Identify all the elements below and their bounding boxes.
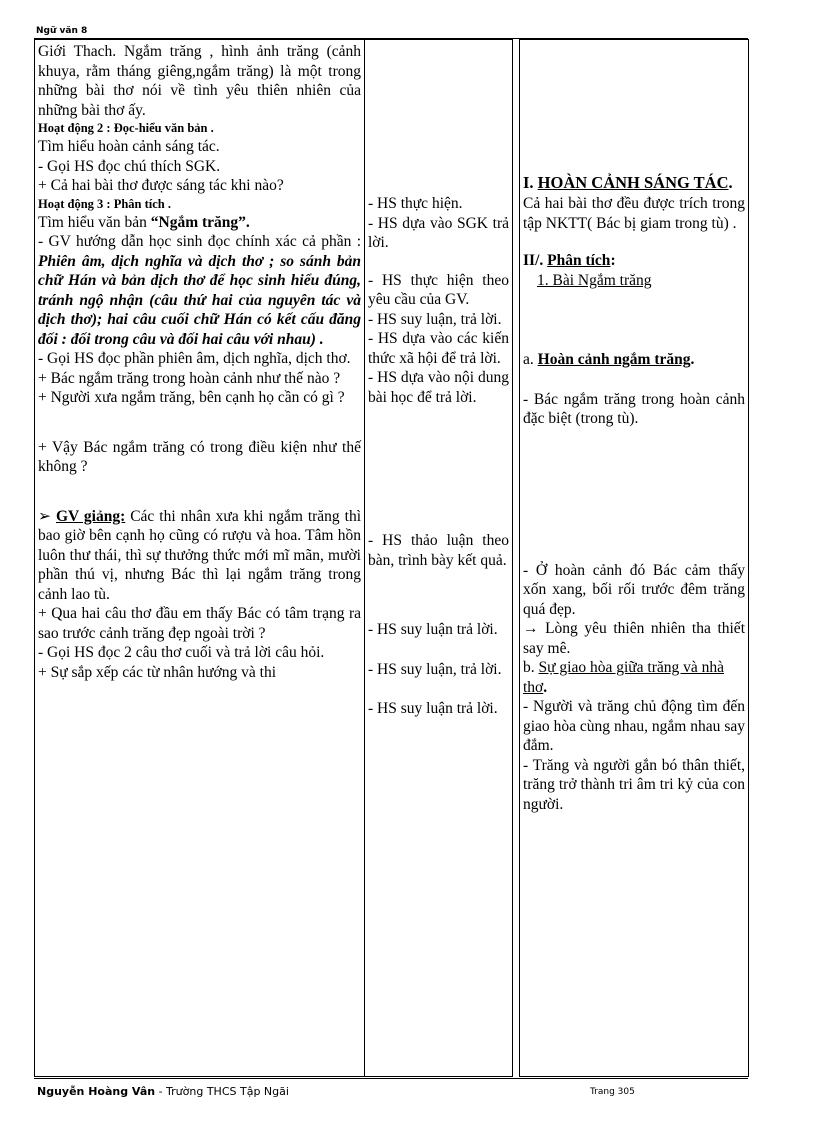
context-heading: Tìm hiểu hoàn cảnh sáng tác. [38, 138, 220, 155]
gv-reading-detail: Phiên âm, dịch nghĩa và dịch thơ ; so sánh bản chữ Hán và bản dịch thơ để học sinh hiểu đúng, tránh ngộ nhận (câu thứ hai của nguyên tác và dịch thơ); hai câu cuối chữ Hán có kết cấu đăng đối : đối trong câu và đối hai câu với nhau) . [38, 252, 361, 348]
text-study-heading [38, 213, 361, 233]
subsection-a-prefix: a. [523, 351, 538, 368]
subsection-a-text: - Bác ngắm trăng trong hoàn cảnh đặc biệt (trong tù). [523, 390, 745, 427]
mood-analysis: - Ở hoàn cảnh đó Bác cảm thấy xốn xang, bối rối trước đêm trăng quá đẹp. [523, 561, 745, 618]
instruction-read-translation: - Gọi HS đọc phần phiên âm, dịch nghĩa, dịch thơ. [38, 350, 351, 367]
gv-explanation-bullet: ➢ [38, 507, 51, 525]
student-answer-9: - HS suy luận, trả lời. [368, 660, 502, 678]
activity-3-heading: Hoạt động 3 : Phân tích . [38, 196, 172, 211]
conclusion-line [523, 619, 745, 658]
student-answer-4: - HS suy luận, trả lời. [368, 310, 502, 328]
question-ancients: + Người xưa ngắm trăng, bên cạnh họ cần có gì ? [38, 389, 345, 406]
poem-title: “Ngắm trăng”. [150, 213, 250, 231]
gv-reading-instruction [38, 232, 361, 349]
student-answer-8: - HS suy luận trả lời. [368, 621, 498, 638]
instruction-last-lines: - Gọi HS đọc 2 câu thơ cuối và trả lời câu hỏi. [38, 644, 325, 661]
subsection-a-title: Hoàn cảnh ngắm trăng [537, 351, 691, 368]
subsection-b-heading [523, 658, 745, 697]
student-answer-6: - HS dựa vào nội dung bài học để trả lời. [368, 369, 509, 406]
section-1-heading [523, 172, 745, 194]
footer-author: Nguyễn Hoàng Vân [37, 1085, 156, 1098]
section-2-heading [523, 251, 745, 271]
student-answer-7: - HS thảo luận theo bàn, trình bày kết quả. [368, 532, 509, 569]
subsection-b-title: Sự giao hòa giữa trăng và nhà thơ [523, 659, 725, 696]
student-activity-column [365, 40, 513, 1077]
footer-school: - Trường THCS Tập Ngãi [155, 1085, 289, 1098]
section-1-text: Cả hai bài thơ đều được trích trong tập NKTT( Bác bị giam trong tù) . [523, 195, 745, 232]
question-mood: + Qua hai câu thơ đầu em thấy Bác có tâm trạng ra sao trước cảnh trăng đẹp ngoài trời ? [38, 605, 361, 642]
lesson-table [34, 39, 749, 1077]
student-answer-10: - HS suy luận trả lời. [368, 700, 498, 717]
section-2-title: Phân tích [547, 252, 611, 269]
conclusion-text: Lòng yêu thiên nhiên tha thiết say mê. [523, 620, 745, 657]
footer-credit [37, 1085, 289, 1098]
section-1-number: I. [523, 173, 538, 192]
question-arrangement: + Sự sắp xếp các từ nhân hướng và thi [38, 663, 276, 681]
student-answer-5: - HS dựa vào các kiến thức xã hội để trả lời. [368, 330, 509, 367]
harmony-point-1: - Người và trăng chủ động tìm đến giao hòa cùng nhau, ngắm nhau say đắm. [523, 698, 745, 754]
column-gap [513, 40, 520, 1077]
teacher-activity-column [35, 40, 365, 1077]
text-study-prefix: Tìm hiểu văn bản [38, 213, 151, 231]
activity-2-heading: Hoạt động 2 : Đọc-hiểu văn bản . [38, 121, 214, 135]
content-column [520, 40, 749, 1077]
intro-paragraph: Giới Thach. Ngắm trăng , hình ảnh trăng (cảnh khuya, rằm tháng giêng,ngắm trăng) là một trong những bài thơ nói về tình yêu thiên nhiên của những bài thơ ấy. [38, 43, 361, 119]
section-1-title: HOÀN CẢNH SÁNG TÁC [537, 173, 729, 192]
gv-reading-prefix: - GV hướng dẫn học sinh đọc chính xác cả phần : [38, 233, 361, 250]
question-conditions: + Vậy Bác ngắm trăng có trong điều kiện như thế không ? [38, 438, 361, 475]
footer-rule [34, 1078, 748, 1079]
page-number: Trang 305 [590, 1087, 635, 1097]
harmony-point-2: - Trăng và người gắn bó thân thiết, trăng trở thành tri âm tri kỷ của con người. [523, 756, 745, 813]
header-subject: Ngữ văn 8 [36, 26, 88, 36]
instruction-read-notes: - Gọi HS đọc chú thích SGK. [38, 157, 221, 175]
gv-explanation-label: GV giảng: [55, 507, 126, 525]
student-answer-1: - HS thực hiện. [368, 195, 463, 212]
subsection-b-prefix: b. [523, 659, 539, 676]
section-2-number: II/. [523, 252, 548, 269]
arrow-icon: → [523, 620, 539, 637]
subsection-b-dot: . [543, 678, 548, 696]
gv-explanation [38, 507, 361, 605]
question-context: + Bác ngắm trăng trong hoàn cảnh như thế nào ? [38, 369, 341, 387]
student-answer-3: - HS thực hiện theo yêu cầu của GV. [368, 271, 509, 308]
student-answer-2: - HS dựa vào SGK trả lời. [368, 214, 509, 251]
section-1-dot: . [728, 173, 733, 192]
subsection-1-title: 1. Bài Ngắm trăng [537, 271, 652, 289]
subsection-a-dot: . [690, 351, 695, 368]
section-2-colon: : [610, 252, 616, 269]
gv-explanation-text: Các thi nhân xưa khi ngắm trăng thì bao giờ bên cạnh họ cũng có rượu và hoa. Tâm hồn luôn thư thái, thì sự thưởng thức mới mĩ mãn, mười phần thú vị, nhưng Bác thì lại ngắm trăng trong cảnh lao tù. [38, 507, 362, 603]
subsection-a-heading [523, 350, 745, 370]
question-when-written: + Cả hai bài thơ được sáng tác khi nào? [38, 177, 284, 194]
